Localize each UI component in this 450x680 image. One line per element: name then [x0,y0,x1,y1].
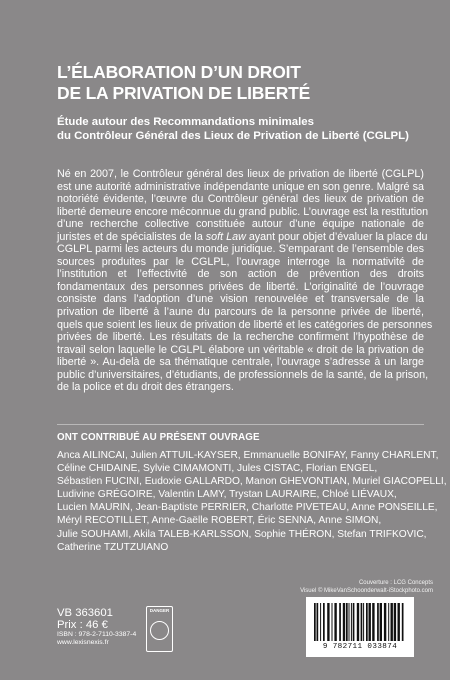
barcode-bar [391,603,393,641]
barcode-bar [369,603,371,641]
barcode-bar [402,603,404,641]
barcode-bar [332,603,333,641]
isbn: ISBN : 978-2-7110-3387-4 [57,631,137,638]
photocopy-danger-logo [146,606,173,652]
barcode-bar [353,603,355,641]
price: Prix : 46 € [57,618,108,631]
barcode-bar [327,603,329,641]
cover-credits [300,580,433,595]
summary-line: privées de liberté. Les résultats de la recherche confirment l’hypothèse de [57,331,424,344]
title-line: L’ÉLABORATION D’UN DROIT [57,62,301,82]
barcode-bar [394,603,396,641]
barcode-bar [372,603,374,641]
title-line: DE LA PRIVATION DE LIBERTÉ [57,83,311,103]
barcode-bars [314,603,406,643]
contributors-line: Ludivine GRÉGOIRE, Valentin LAMY, Trystan LAURAIRE, Chloé LIÉVAUX, [57,489,397,501]
section-divider [57,424,424,425]
barcode-bar [320,603,321,641]
barcode-bar [366,603,368,641]
barcode-bar [351,603,352,641]
barcode-bar [349,603,350,641]
danger-circle-icon [150,621,169,640]
barcode-bar [361,603,363,641]
subtitle-line: du Contrôleur Général des Lieux de Privation de Liberté (CGLPL) [57,130,409,142]
barcode-bar [398,603,400,641]
barcode-bar [334,603,336,641]
summary-line: liberté ». Au-delà de sa thématique centrale, l’ouvrage s’adresse à un large [57,356,424,369]
contributors-list [57,449,447,554]
barcode-digits: 9 782711 033874 [322,643,398,651]
barcode-bar [377,603,379,641]
summary-paragraph [57,168,433,394]
summary-line: quels que soient les lieux de privation de liberté et les catégories de personnes [57,318,433,331]
summary-line: public d’universitaires, d’étudiants, de professionnels de la santé, de la prison, [57,368,429,381]
reference-code: VB 363601 [57,607,113,619]
summary-line: notoriété évidente, l’œuvre du Contrôleur général des lieux de privation de [57,193,424,206]
summary-line: sources produites par le CGLPL, l’ouvrage interroge la normativité de [57,255,424,268]
summary-line: liberté demeure encore méconnue du grand public. L’ouvrage est la restitution [57,205,429,218]
barcode-bar [339,603,341,641]
barcode [306,597,414,657]
summary-line: de la police et du droit des étrangers. [57,381,234,394]
summary-line: privation de liberté à l’aune du parcours de la personne privée de liberté, [57,306,424,319]
contributors-line: Catherine TZUTZUIANO [57,541,169,553]
summary-line: juristes et de spécialistes de la soft Law ayant pour objet d’évaluer la place du [57,230,428,243]
barcode-bar [363,603,364,641]
barcode-bar [384,603,386,641]
price-block [57,608,136,647]
contributors-line: Julie SOUHAMI, Akila TALEB-KARLSSON, Sophie THÉRON, Stefan TRIFKOVIC, [57,528,427,540]
contributors-line: Céline CHIDAINE, Sylvie CIMAMONTI, Jules CISTAC, Florian ENGEL, [57,463,378,475]
book-subtitle [57,115,432,143]
barcode-bar [314,603,316,641]
summary-line: consiste dans l’adoption d’une vision renouvelée et transversale de la [57,293,424,306]
visual-credit: Visuel © MikeVanSchoonderwalt-iStockphoto.com [300,587,433,594]
barcode-bar [317,603,319,641]
contributors-heading: ONT CONTRIBUÉ AU PRÉSENT OUVRAGE [57,432,260,443]
contributors-line: Lucien MAURIN, Jean-Baptiste PERRIER, Charlotte PIVETEAU, Anne PONSEILLE, [57,502,438,514]
barcode-bar [323,603,325,641]
website: www.lexisnexis.fr [57,639,109,646]
summary-line: fondamentaux des personnes privées de liberté. L’originalité de l’ouvrage [57,280,424,293]
summary-line: Né en 2007, le Contrôleur général des lieux de privation de liberté (CGLPL) [57,168,424,180]
summary-line: est une autorité administrative indépendante unique en son genre. Malgré sa [57,180,424,193]
contributors-line: Anca AILINCAI, Julien ATTUIL-KAYSER, Emmanuelle BONIFAY, Fanny CHARLENT, [57,450,439,461]
cover-credit: Couverture : LCG Concepts [358,580,433,586]
barcode-bar [346,603,348,641]
book-title [57,62,417,104]
barcode-bar [357,603,359,641]
contributors-line: Sébastien FUCINI, Eudoxie GALLARDO, Manon GHEVONTIAN, Muriel GIACOPELLI, [57,476,447,488]
subtitle-line: Étude autour des Recommandations minimales [57,116,314,128]
summary-line: l’institution et l’effectivité de son action de prévention des droits [57,268,424,281]
danger-label: DANGER [149,608,170,613]
barcode-bar [380,603,382,641]
barcode-bar [388,603,389,641]
barcode-bar [343,603,345,641]
summary-line: d’une recherche collective constituée autour d’une équipe nationale de [57,218,424,231]
contributors-line: Méryl RECOTILLET, Anne-Gaëlle ROBERT, Éric SENNA, Anne SIMON, [57,515,382,527]
summary-line: CGLPL parmi les acteurs du monde juridique. S’emparant de l’ensemble des [57,243,424,256]
summary-line: travail selon laquelle le CGLPL élabore un véritable « droit de la privation de [57,343,424,356]
